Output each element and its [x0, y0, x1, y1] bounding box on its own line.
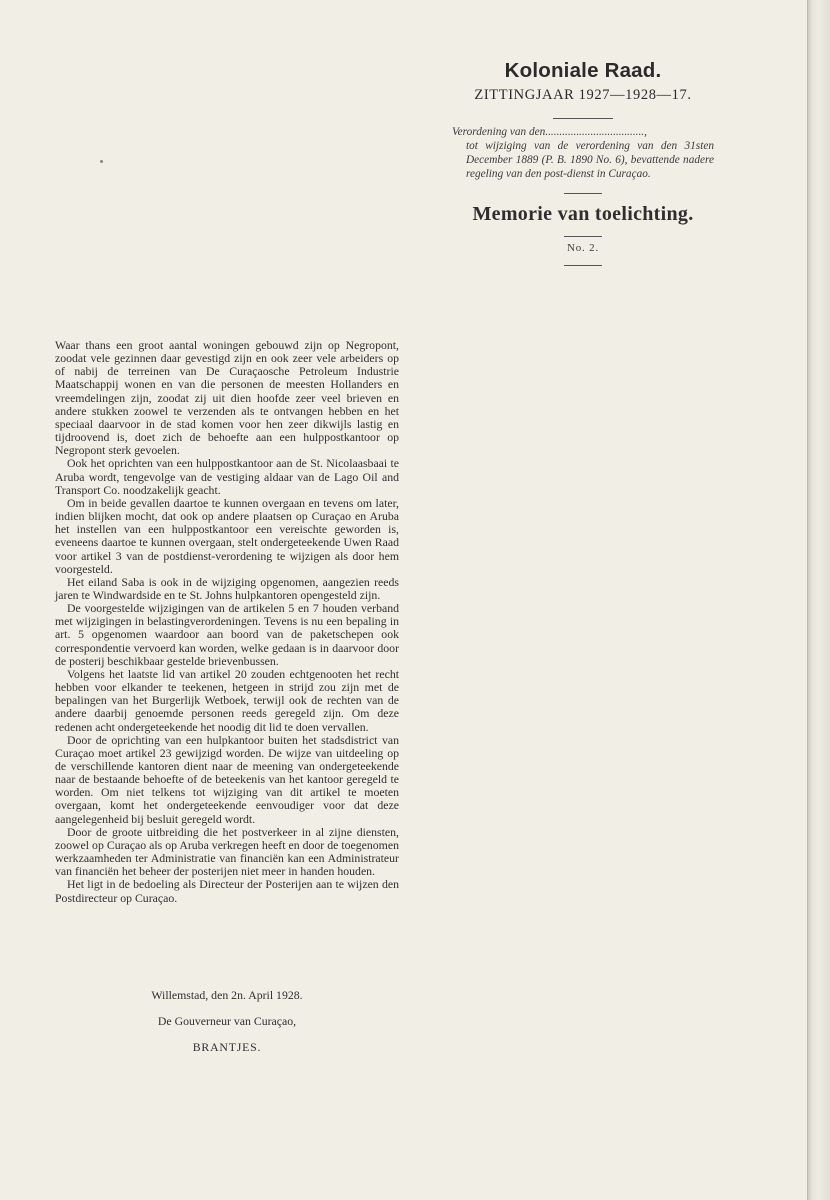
place-date: Willemstad, den 2n. April 1928.	[151, 988, 303, 1002]
memorie-body	[55, 339, 399, 905]
divider-rule	[564, 193, 602, 194]
body-paragraph: De voorgestelde wijzigingen van de artikelen 5 en 7 houden verband met wijzigingen in belastingverordeningen. Tevens is nu een bepaling in art. 5 opgenomen waardoor aan boord van de paketschepen ook correspondentie vervoerd kan worden, welke gedaan is in daarvoor door de posterij beschikbaar gestelde brievenbussen.	[55, 601, 399, 668]
paper-speck	[100, 160, 103, 163]
ordinance-text: tot wijziging van de verordening van den 31sten December 1889 (P. B. 1890 No. 6), bevattende nadere regeling van den post-dienst in Curaçao.	[466, 140, 714, 180]
page-edge	[807, 0, 830, 1200]
body-paragraph: Ook het oprichten van een hulppostkantoor aan de St. Nicolaasbaai te Aruba wordt, tengevolge van de vestiging aldaar van de Lago Oil and Transport Co. noodzakelijk geacht.	[55, 456, 399, 497]
body-paragraph: Volgens het laatste lid van artikel 20 zouden echtgenooten het recht hebben voor elkander te teekenen, hetgeen in strijd zou zijn met de bepalingen van het Burgerlijk Wetboek, terwijl ook de rechten van de andere daarbij genoemde personen reeds geregeld zijn. Om deze redenen acht ondergeteekende het noodig dit lid te doen vervallen.	[55, 666, 399, 734]
council-title: Koloniale Raad.	[504, 59, 662, 82]
session-year: ZITTINGJAAR 1927—1928—17.	[474, 87, 692, 103]
divider-rule	[564, 265, 602, 266]
memorie-heading: Memorie van toelichting.	[472, 203, 694, 225]
ordinance-line: Verordening van den...................................,	[452, 126, 647, 138]
divider-rule	[553, 118, 613, 119]
body-paragraph: Waar thans een groot aantal woningen gebouwd zijn op Negropont, zoodat vele gezinnen daar gevestigd zijn en ook zeer vele arbeiders op of nabij de terreinen van De Curaçaosche Petroleum Industrie Maatschappij wonen en van die personen de meesten Hollanders en vreemdelingen zijn, zoodat zij uit dien hoofde zeer veel brieven en andere stukken zoowel te verzenden als te ontvangen hebben en het speciaal daarvoor in de stad komen voor hen zeer dikwijls lastig en tijdroovend is, doet zich de behoefte aan een hulppostkantoor op Negropont sterk gevoelen.	[55, 338, 399, 458]
document-header	[452, 58, 714, 266]
body-paragraph: Om in beide gevallen daartoe te kunnen overgaan en tevens om later, indien blijken mocht, dat ook op andere plaatsen op Curaçao en Aruba het instellen van een hulppostkantoor een vereischte geworden is, eveneens daartoe te kunnen overgaan, stelt ondergeteekende Uwen Raad voor artikel 3 van de postdienst-verordening te wijzigen als door hem voorgesteld.	[55, 495, 399, 576]
governor-title: De Gouverneur van Curaçao,	[157, 1014, 297, 1028]
body-paragraph: Het eiland Saba is ook in de wijziging opgenomen, aangezien reeds jaren te Windwardside en te St. Johns hulpkantoren opengesteld zijn.	[55, 574, 399, 602]
body-paragraph: Het ligt in de bedoeling als Directeur der Posterijen aan te wijzen den Postdirecteur op Curaçao.	[55, 877, 399, 905]
ordinance-description	[452, 125, 714, 181]
divider-rule	[564, 236, 602, 237]
signature: BRANTJES.	[192, 1040, 262, 1054]
body-paragraph: Door de oprichting van een hulpkantoor buiten het stadsdistrict van Curaçao moet artikel 23 gewijzigd worden. De wijze van uitdeeling op de verschillende kantoren dient naar de meening van ondergeteekende naar de bestaande behoefte of de beteekenis van het kantoor geregeld te worden. Om niet telkens tot wijziging van dit artikel te moeten overgaan, komt het ondergeteekende eenvoudiger voor dat deze aangelegenheid bij besluit geregeld wordt.	[55, 732, 399, 826]
body-paragraph: Door de groote uitbreiding die het postverkeer in al zijne diensten, zoowel op Curaçao als op Aruba verkregen heeft en door de toegenomen werkzaamheden ter Administratie van financiën kan een Administrateur van financiën het beheer der posterijen niet meer in handen houden.	[55, 824, 399, 879]
memorie-number: No. 2.	[567, 242, 599, 254]
